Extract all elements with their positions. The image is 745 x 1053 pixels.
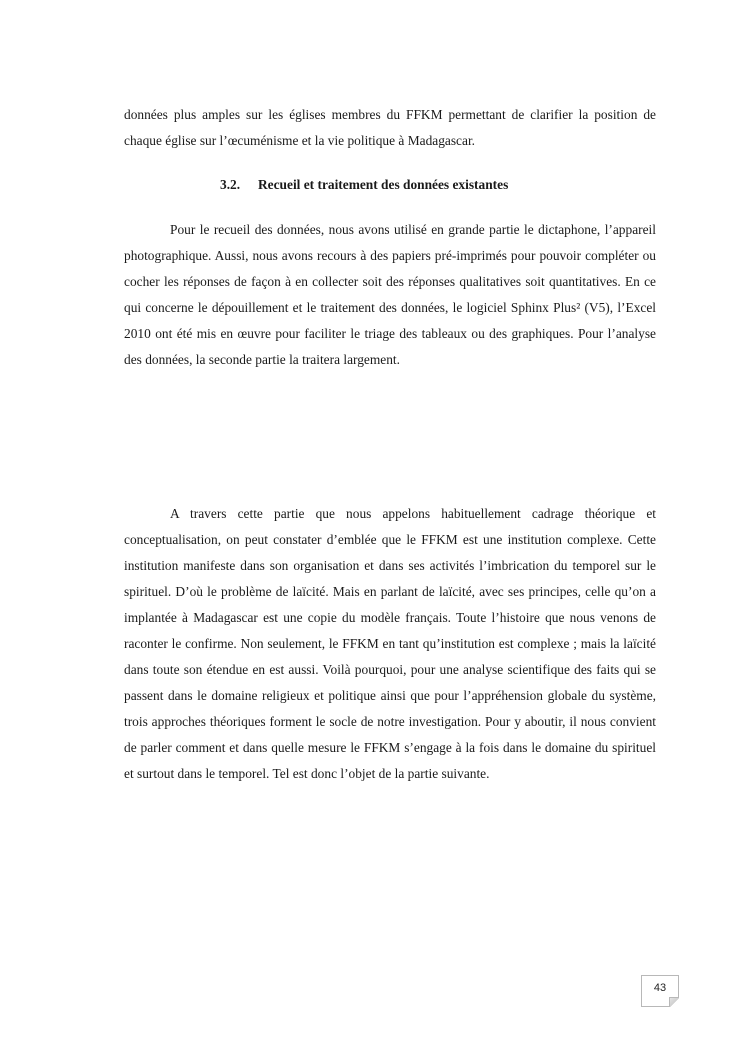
section-title: Recueil et traitement des données existantes [258,177,509,192]
page-curl-icon [669,997,679,1007]
page-number: 43 [653,982,667,994]
section-heading [220,172,650,198]
paragraph-theoretical-framework [124,501,656,787]
paragraph-text: A travers cette partie que nous appelons habituellement cadrage théorique et conceptualisation, on peut constater d’emblée que le FFKM est une institution complexe. Cette institution manifeste dans son organisation et dans ses activités l’imbrication du temporel sur le spirituel. D’où le problème de laïcité. Mais en parlant de laïcité, avec ses principes, celle qu’on a implantée à Madagascar est une copie du modèle français. Toute l’histoire que nous venons de raconter le confirme. Non seulement, le FFKM en tant qu’institution est complexe ; mais la laïcité dans toute son étendue en est aussi. Voilà pourquoi, pour une analyse scientifique des faits qui se passent dans le domaine religieux et politique ainsi que pour l’appréhension globale du système, trois approches théoriques forment le socle de notre investigation. Pour y aboutir, il nous convient de parler comment et dans quelle mesure le FFKM s’engage à la fois dans le domaine du spirituel et surtout dans le temporel. Tel est donc l’objet de la partie suivante. [124,506,656,781]
paragraph-data-collection [124,217,656,373]
section-number: 3.2. [220,177,241,192]
paragraph-text: Pour le recueil des données, nous avons utilisé en grande partie le dictaphone, l’appareil photographique. Aussi, nous avons recours à des papiers pré-imprimés pour pouvoir compléter ou cocher les réponses de façon à en collecter soit des réponses qualitatives soit quantitatives. En ce qui concerne le dépouillement et le traitement des données, le logiciel Sphinx Plus² (V5), l’Excel 2010 ont été mis en œuvre pour faciliter le triage des tableaux ou des graphiques. Pour l’analyse des données, la seconde partie la traitera largement. [124,222,656,367]
page-number-box [641,975,679,1007]
paragraph-text: données plus amples sur les églises membres du FFKM permettant de clarifier la position de chaque église sur l’œcuménisme et la vie politique à Madagascar. [124,107,656,148]
paragraph-continuation [124,102,656,154]
